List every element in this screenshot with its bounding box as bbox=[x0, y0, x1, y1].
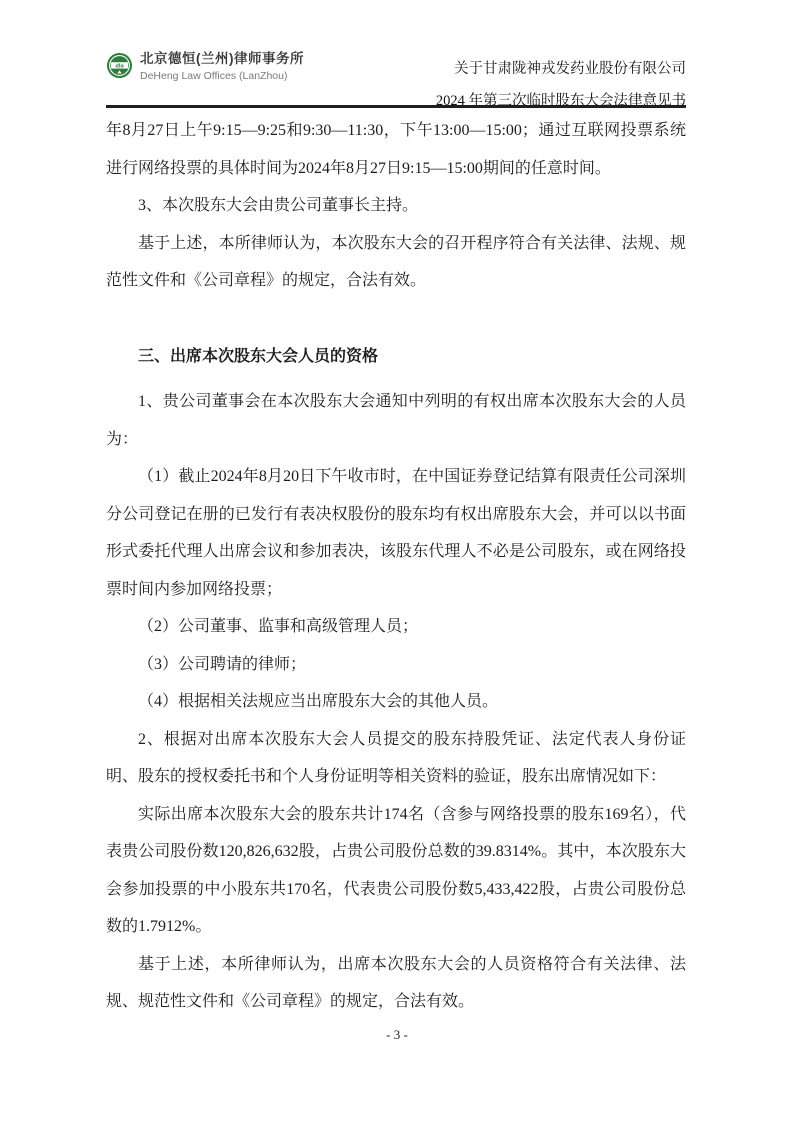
header-divider bbox=[106, 105, 686, 108]
paragraph-attendance-statistics: 实际出席本次股东大会的股东共计174名（含参与网络投票的股东169名），代表贵公司股份数120,826,632股，占贵公司股份总数的39.8314%。其中，本次股东大会参加投票的中小股东共170名，代表贵公司股份数5,433,422股，占贵公司股份总数的1.7912%。 bbox=[106, 805, 686, 935]
firm-name-chinese: 北京德恒(兰州)律师事务所 bbox=[140, 51, 304, 66]
paragraph-chairman: 3、本次股东大会由贵公司董事长主持。 bbox=[138, 197, 419, 214]
paragraph-conclusion-procedure: 基于上述，本所律师认为，本次股东大会的召开程序符合有关法律、法规、规范性文件和《公司章程》的规定，合法有效。 bbox=[106, 234, 686, 289]
paragraph-subitem-4: （4）根据相关法规应当出席股东大会的其他人员。 bbox=[138, 693, 499, 710]
doc-title-line1: 关于甘肃陇神戎发药业股份有限公司 bbox=[454, 61, 686, 77]
paragraph-subitem-2: （2）公司董事、监事和高级管理人员； bbox=[138, 618, 419, 635]
paragraph-item2-verification: 2、根据对出席本次股东大会人员提交的股东持股凭证、法定代表人身份证明、股东的授权委托书和个人身份证明等相关资料的验证，股东出席情况如下： bbox=[106, 730, 686, 785]
doc-title-line2: 2024 年第三次临时股东大会法律意见书 bbox=[435, 93, 686, 109]
paragraph-voting-times: 年8月27日上午9:15—9:25和9:30—11:30，下午13:00—15:00；通过互联网投票系统进行网络投票的具体时间为2024年8月27日9:15—15:00期间的任意时间。 bbox=[106, 122, 686, 177]
firm-identity bbox=[106, 51, 304, 82]
firm-names bbox=[140, 51, 304, 82]
paragraph-item1-intro: 1、贵公司董事会在本次股东大会通知中列明的有权出席本次股东大会的人员为： bbox=[106, 393, 686, 448]
document-body bbox=[106, 112, 686, 1021]
firm-name-english: DeHeng Law Offices (LanZhou) bbox=[140, 70, 288, 82]
paragraph-subitem-1: （1）截止2024年8月20日下午收市时，在中国证券登记结算有限责任公司深圳分公司登记在册的已发行有表决权股份的股东均有权出席股东大会，并可以以书面形式委托代理人出席会议和参加表决，该股东代理人不必是公司股东，或在网络投票时间内参加网络投票； bbox=[106, 468, 686, 598]
svg-text:dla: dla bbox=[115, 63, 124, 70]
page-footer bbox=[0, 1026, 794, 1044]
paragraph-subitem-3: （3）公司聘请的律师； bbox=[138, 655, 307, 673]
paragraph-conclusion-qualification: 基于上述，本所律师认为，出席本次股东大会的人员资格符合有关法律、法规、规范性文件和《公司章程》的规定，合法有效。 bbox=[106, 955, 686, 1010]
section-heading-attendee-qualification: 三、出席本次股东大会人员的资格 bbox=[138, 347, 379, 365]
deheng-seal-icon bbox=[106, 52, 133, 79]
page-number: - 3 - bbox=[386, 1027, 408, 1042]
